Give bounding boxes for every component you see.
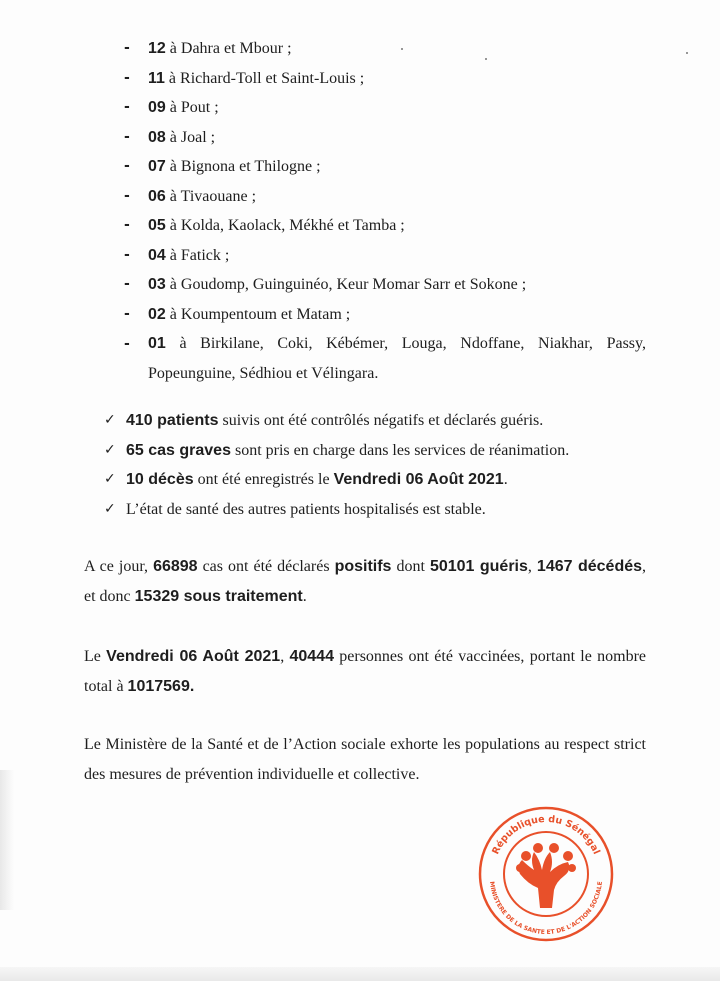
list-item: - 12 à Dahra et Mbour ;	[124, 34, 646, 64]
vaccination-summary: Le Vendredi 06 Août 2021, 40444 personnes ont été vaccinées, portant le nombre total à 1017569.	[84, 648, 647, 695]
list-item: - 03 à Goudomp, Guinguinéo, Keur Momar Sarr et Sokone ;	[124, 270, 646, 300]
cases-by-locality-list	[124, 34, 646, 389]
cumulative-summary: A ce jour, 66898 cas ont été déclarés positifs dont 50101 guéris, 1467 décédés, et donc 15329 sous traitement.	[84, 558, 647, 605]
dash-bullet: -	[124, 99, 130, 115]
list-item: - 11 à Richard-Toll et Saint-Louis ;	[124, 64, 646, 94]
dash-bullet: -	[124, 158, 130, 174]
list-item: - 02 à Koumpentoum et Matam ;	[124, 300, 646, 330]
highlight-severe-cases: ✓ 65 cas graves sont pris en charge dans les services de réanimation.	[104, 436, 646, 466]
list-item: - 06 à Tivaouane ;	[124, 182, 646, 212]
baobab-tree-icon	[516, 843, 576, 908]
checkmark-icon: ✓	[104, 441, 116, 458]
document-body	[84, 34, 646, 944]
dash-bullet: -	[124, 305, 130, 322]
page-bottom-edge	[0, 967, 720, 981]
checkmark-icon: ✓	[104, 500, 116, 517]
paper-speck	[686, 52, 688, 54]
dash-bullet: -	[124, 246, 130, 263]
highlights-list	[104, 406, 646, 524]
highlight-recovered: ✓ 410 patients suivis ont été contrôlés négatifs et déclarés guéris.	[104, 406, 646, 436]
dash-bullet: -	[124, 69, 130, 86]
list-item: - 05 à Kolda, Kaolack, Mékhé et Tamba ;	[124, 211, 646, 241]
ministry-stamp	[476, 804, 616, 944]
list-item: - 01 à Birkilane, Coki, Kébémer, Louga, Ndoffane, Niakhar, Passy, Popeunguine, Sédhiou et Vélingara.	[124, 329, 646, 389]
dash-bullet: -	[124, 276, 130, 292]
stamp-container	[476, 804, 616, 944]
dash-bullet: -	[124, 128, 130, 145]
list-item: - 04 à Fatick ;	[124, 241, 646, 271]
checkmark-icon: ✓	[104, 412, 116, 428]
closing-statement: Le Ministère de la Santé et de l’Action sociale exhorte les populations au respect strict des mesures de prévention individuelle et collective.	[84, 736, 646, 783]
page-edge-shadow	[0, 770, 14, 910]
list-item: - 07 à Bignona et Thilogne ;	[124, 152, 646, 182]
list-item: - 09 à Pout ;	[124, 93, 646, 123]
dash-bullet: -	[124, 40, 130, 56]
highlight-deaths: ✓ 10 décès ont été enregistrés le Vendredi 06 Août 2021.	[104, 465, 646, 495]
dash-bullet: -	[124, 217, 130, 233]
checkmark-icon: ✓	[104, 471, 116, 487]
stamp-top-text: République du Sénégal	[490, 813, 602, 857]
list-item: - 08 à Joal ;	[124, 123, 646, 153]
stamp-bottom-text: MINISTERE DE LA SANTE ET DE L'ACTION SOCIALE	[488, 880, 604, 937]
dash-bullet: -	[124, 336, 130, 352]
highlight-stable: ✓ L’état de santé des autres patients hospitalisés est stable.	[104, 495, 646, 525]
dash-bullet: -	[124, 187, 130, 204]
